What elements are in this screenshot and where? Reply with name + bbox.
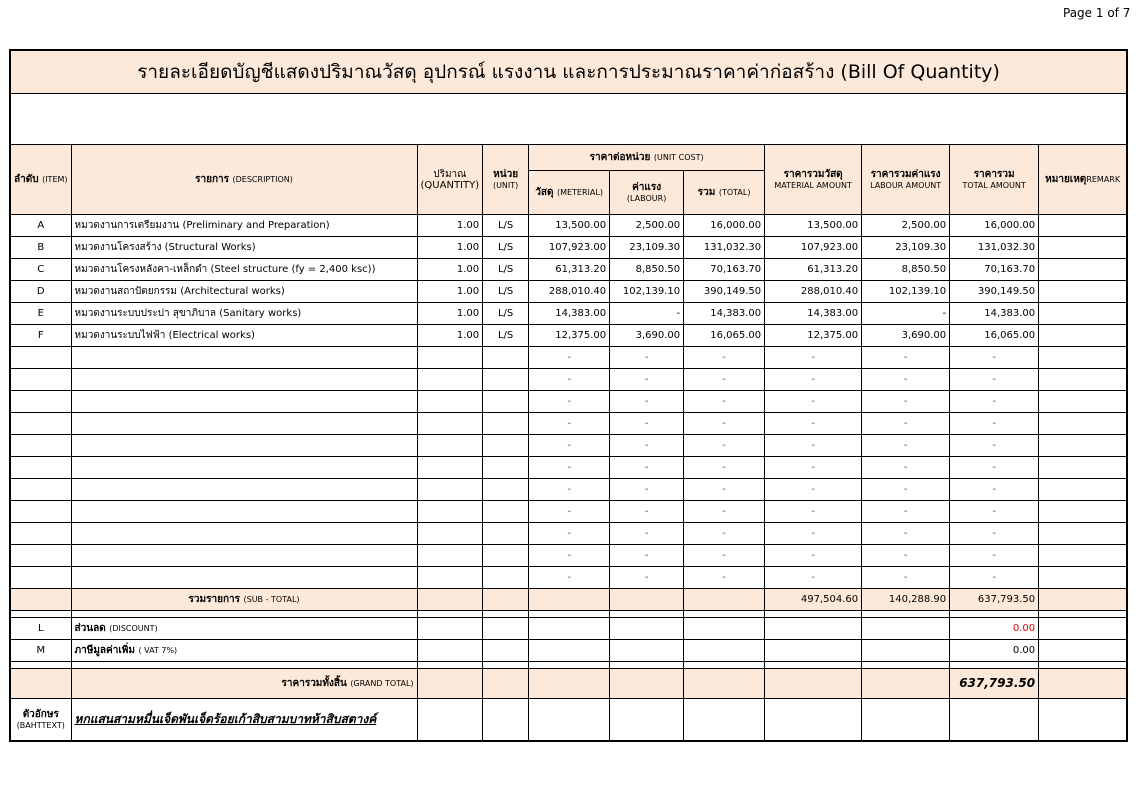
empty-dash: - — [950, 545, 1039, 567]
empty-cell — [11, 457, 72, 479]
empty-cell — [1039, 391, 1127, 413]
empty-dash: - — [950, 413, 1039, 435]
total-amount: 70,163.70 — [950, 259, 1039, 281]
empty-dash: - — [950, 369, 1039, 391]
empty-dash: - — [862, 413, 950, 435]
item-quantity: 1.00 — [417, 325, 483, 347]
discount-row — [11, 618, 1127, 640]
item-code: E — [11, 303, 72, 325]
grand-total-value: 637,793.50 — [950, 669, 1039, 699]
empty-dash: - — [684, 523, 765, 545]
empty-cell — [417, 457, 483, 479]
baht-text-row — [11, 699, 1127, 741]
empty-cell — [11, 391, 72, 413]
empty-dash: - — [765, 347, 862, 369]
empty-dash: - — [950, 435, 1039, 457]
unit-material: 12,375.00 — [529, 325, 610, 347]
empty-cell — [483, 413, 529, 435]
empty-dash: - — [950, 391, 1039, 413]
empty-cell — [483, 479, 529, 501]
discount-label: ส่วนลด (DISCOUNT) — [71, 618, 417, 640]
header-material-amount: ราคารวมวัสดุ MATERIAL AMOUNT — [765, 145, 862, 215]
total-amount: 14,383.00 — [950, 303, 1039, 325]
header-remark: หมายเหตุREMARK — [1039, 145, 1127, 215]
empty-dash: - — [765, 523, 862, 545]
empty-dash: - — [862, 391, 950, 413]
empty-cell — [71, 347, 417, 369]
table-row — [11, 259, 1127, 281]
empty-dash: - — [610, 523, 684, 545]
empty-cell — [1039, 347, 1127, 369]
empty-row — [11, 435, 1127, 457]
item-quantity: 1.00 — [417, 237, 483, 259]
empty-row — [11, 413, 1127, 435]
item-quantity: 1.00 — [417, 303, 483, 325]
empty-cell — [71, 567, 417, 589]
unit-material: 288,010.40 — [529, 281, 610, 303]
empty-cell — [417, 567, 483, 589]
remark-cell — [1039, 237, 1127, 259]
unit-labour: 8,850.50 — [610, 259, 684, 281]
empty-dash: - — [862, 369, 950, 391]
empty-cell — [483, 391, 529, 413]
unit-material: 107,923.00 — [529, 237, 610, 259]
empty-cell — [417, 479, 483, 501]
empty-dash: - — [610, 413, 684, 435]
unit-total: 390,149.50 — [684, 281, 765, 303]
header-labour-amount: ราคารวมค่าแรง LABOUR AMOUNT — [862, 145, 950, 215]
empty-cell — [71, 501, 417, 523]
empty-cell — [11, 545, 72, 567]
unit-total: 70,163.70 — [684, 259, 765, 281]
empty-dash: - — [684, 435, 765, 457]
header-unit: หน่วย (UNIT) — [483, 145, 529, 215]
vat-item: M — [11, 640, 72, 662]
item-description: หมวดงานระบบไฟฟ้า (Electrical works) — [71, 325, 417, 347]
empty-dash: - — [529, 435, 610, 457]
baht-text-label: ตัวอักษร (BAHTTEXT) — [11, 699, 72, 741]
header-quantity: ปริมาณ (QUANTITY) — [417, 145, 483, 215]
empty-cell — [71, 545, 417, 567]
item-description: หมวดงานโครงหลังคา-เหล็กดำ (Steel structure (fy = 2,400 ksc)) — [71, 259, 417, 281]
empty-dash: - — [529, 567, 610, 589]
empty-dash: - — [765, 413, 862, 435]
material-amount: 288,010.40 — [765, 281, 862, 303]
empty-dash: - — [529, 413, 610, 435]
empty-dash: - — [684, 501, 765, 523]
total-amount: 131,032.30 — [950, 237, 1039, 259]
subtotal-row — [11, 589, 1127, 611]
empty-row — [11, 545, 1127, 567]
material-amount: 107,923.00 — [765, 237, 862, 259]
remark-cell — [1039, 215, 1127, 237]
empty-dash: - — [862, 479, 950, 501]
empty-dash: - — [862, 545, 950, 567]
empty-dash: - — [529, 545, 610, 567]
labour-amount: 3,690.00 — [862, 325, 950, 347]
empty-dash: - — [610, 369, 684, 391]
empty-dash: - — [684, 369, 765, 391]
unit-labour: - — [610, 303, 684, 325]
empty-cell — [417, 391, 483, 413]
table-row — [11, 215, 1127, 237]
unit-total: 131,032.30 — [684, 237, 765, 259]
empty-cell — [71, 369, 417, 391]
empty-cell — [483, 457, 529, 479]
empty-cell — [11, 479, 72, 501]
unit-material: 13,500.00 — [529, 215, 610, 237]
unit-labour: 2,500.00 — [610, 215, 684, 237]
item-quantity: 1.00 — [417, 281, 483, 303]
blank-row — [11, 94, 1127, 145]
subtotal-total: 637,793.50 — [950, 589, 1039, 611]
item-code: F — [11, 325, 72, 347]
item-code: A — [11, 215, 72, 237]
vat-label: ภาษีมูลค่าเพิ่ม ( VAT 7%) — [71, 640, 417, 662]
empty-cell — [417, 435, 483, 457]
item-description: หมวดงานระบบประปา สุขาภิบาล (Sanitary works) — [71, 303, 417, 325]
unit-total: 14,383.00 — [684, 303, 765, 325]
empty-row — [11, 369, 1127, 391]
empty-dash: - — [684, 391, 765, 413]
labour-amount: 23,109.30 — [862, 237, 950, 259]
empty-dash: - — [950, 523, 1039, 545]
empty-dash: - — [950, 479, 1039, 501]
empty-dash: - — [610, 435, 684, 457]
empty-row — [11, 523, 1127, 545]
empty-dash: - — [950, 501, 1039, 523]
unit-total: 16,065.00 — [684, 325, 765, 347]
item-description: หมวดงานสถาปัตยกรรม (Architectural works) — [71, 281, 417, 303]
table-row — [11, 303, 1127, 325]
empty-dash: - — [529, 369, 610, 391]
page-title: รายละเอียดบัญชีแสดงปริมาณวัสดุ อุปกรณ์ แรงงาน และการประมาณราคาค่าก่อสร้าง (Bill Of Quantity) — [11, 51, 1127, 94]
empty-dash: - — [862, 567, 950, 589]
empty-dash: - — [765, 369, 862, 391]
item-code: C — [11, 259, 72, 281]
empty-cell — [483, 347, 529, 369]
unit-material: 14,383.00 — [529, 303, 610, 325]
table-row — [11, 325, 1127, 347]
header-material: วัสดุ (METERIAL) — [529, 171, 610, 215]
empty-cell — [11, 347, 72, 369]
subtotal-material: 497,504.60 — [765, 589, 862, 611]
empty-cell — [483, 545, 529, 567]
material-amount: 61,313.20 — [765, 259, 862, 281]
discount-value: 0.00 — [950, 618, 1039, 640]
empty-dash: - — [529, 391, 610, 413]
empty-dash: - — [610, 567, 684, 589]
item-unit: L/S — [483, 237, 529, 259]
empty-cell — [1039, 369, 1127, 391]
empty-row — [11, 391, 1127, 413]
item-code: B — [11, 237, 72, 259]
total-amount: 16,000.00 — [950, 215, 1039, 237]
empty-cell — [1039, 501, 1127, 523]
empty-dash: - — [862, 523, 950, 545]
vat-row — [11, 640, 1127, 662]
unit-labour: 3,690.00 — [610, 325, 684, 347]
grand-total-row — [11, 669, 1127, 699]
page-indicator: Page 1 of 7 — [1063, 6, 1131, 20]
remark-cell — [1039, 259, 1127, 281]
empty-row — [11, 457, 1127, 479]
empty-cell — [483, 501, 529, 523]
header-item: ลำดับ (ITEM) — [11, 145, 72, 215]
header-total: รวม (TOTAL) — [684, 171, 765, 215]
empty-dash: - — [610, 501, 684, 523]
empty-cell — [71, 435, 417, 457]
empty-dash: - — [529, 479, 610, 501]
empty-dash: - — [684, 457, 765, 479]
empty-cell — [1039, 435, 1127, 457]
total-amount: 390,149.50 — [950, 281, 1039, 303]
boq-sheet — [9, 49, 1128, 742]
empty-cell — [1039, 567, 1127, 589]
remark-cell — [1039, 325, 1127, 347]
total-amount: 16,065.00 — [950, 325, 1039, 347]
empty-cell — [417, 523, 483, 545]
empty-dash: - — [684, 413, 765, 435]
empty-dash: - — [684, 347, 765, 369]
empty-cell — [483, 567, 529, 589]
empty-row — [11, 567, 1127, 589]
item-unit: L/S — [483, 281, 529, 303]
empty-cell — [1039, 413, 1127, 435]
empty-cell — [417, 369, 483, 391]
empty-cell — [417, 347, 483, 369]
table-row — [11, 237, 1127, 259]
baht-text-value: หกแสนสามหมื่นเจ็ดพันเจ็ดร้อยเก้าสิบสามบาทห้าสิบสตางค์ — [71, 699, 417, 741]
empty-cell — [417, 545, 483, 567]
empty-dash: - — [529, 457, 610, 479]
empty-dash: - — [862, 457, 950, 479]
item-code: D — [11, 281, 72, 303]
header-total-amount: ราคารวม TOTAL AMOUNT — [950, 145, 1039, 215]
empty-cell — [483, 435, 529, 457]
empty-rows — [11, 347, 1127, 589]
item-description: หมวดงานโครงสร้าง (Structural Works) — [71, 237, 417, 259]
empty-dash: - — [765, 545, 862, 567]
empty-cell — [11, 567, 72, 589]
empty-cell — [483, 369, 529, 391]
table-row — [11, 281, 1127, 303]
empty-cell — [11, 523, 72, 545]
item-unit: L/S — [483, 325, 529, 347]
empty-cell — [71, 523, 417, 545]
empty-cell — [417, 501, 483, 523]
empty-cell — [1039, 545, 1127, 567]
empty-dash: - — [765, 501, 862, 523]
empty-dash: - — [529, 523, 610, 545]
item-unit: L/S — [483, 259, 529, 281]
empty-dash: - — [684, 567, 765, 589]
labour-amount: 102,139.10 — [862, 281, 950, 303]
empty-dash: - — [765, 479, 862, 501]
empty-cell — [11, 435, 72, 457]
empty-dash: - — [610, 545, 684, 567]
material-amount: 13,500.00 — [765, 215, 862, 237]
empty-row — [11, 501, 1127, 523]
item-unit: L/S — [483, 215, 529, 237]
unit-labour: 102,139.10 — [610, 281, 684, 303]
empty-dash: - — [610, 457, 684, 479]
header-unit-cost: ราคาต่อหน่วย (UNIT COST) — [529, 145, 765, 171]
boq-table — [10, 50, 1127, 741]
empty-cell — [71, 413, 417, 435]
empty-row — [11, 347, 1127, 369]
subtotal-label: รวมรายการ (SUB - TOTAL) — [71, 589, 417, 611]
vat-value: 0.00 — [950, 640, 1039, 662]
labour-amount: 2,500.00 — [862, 215, 950, 237]
material-amount: 12,375.00 — [765, 325, 862, 347]
item-unit: L/S — [483, 303, 529, 325]
empty-cell — [11, 501, 72, 523]
subtotal-labour: 140,288.90 — [862, 589, 950, 611]
empty-cell — [11, 369, 72, 391]
empty-dash: - — [529, 347, 610, 369]
empty-cell — [1039, 457, 1127, 479]
empty-cell — [71, 479, 417, 501]
empty-cell — [417, 413, 483, 435]
grand-total-label: ราคารวมทั้งสิ้น (GRAND TOTAL) — [71, 669, 417, 699]
empty-dash: - — [950, 457, 1039, 479]
empty-cell — [11, 413, 72, 435]
empty-cell — [483, 523, 529, 545]
empty-dash: - — [610, 479, 684, 501]
item-rows — [11, 215, 1127, 347]
empty-cell — [71, 391, 417, 413]
empty-dash: - — [684, 479, 765, 501]
item-description: หมวดงานการเตรียมงาน (Preliminary and Preparation) — [71, 215, 417, 237]
empty-dash: - — [950, 347, 1039, 369]
header-labour: ค่าแรง (LABOUR) — [610, 171, 684, 215]
empty-dash: - — [529, 501, 610, 523]
remark-cell — [1039, 281, 1127, 303]
unit-total: 16,000.00 — [684, 215, 765, 237]
empty-dash: - — [610, 391, 684, 413]
empty-dash: - — [862, 435, 950, 457]
empty-cell — [1039, 479, 1127, 501]
discount-item: L — [11, 618, 72, 640]
labour-amount: 8,850.50 — [862, 259, 950, 281]
empty-dash: - — [684, 545, 765, 567]
empty-dash: - — [765, 435, 862, 457]
header-description: รายการ (DESCRIPTION) — [71, 145, 417, 215]
material-amount: 14,383.00 — [765, 303, 862, 325]
labour-amount: - — [862, 303, 950, 325]
empty-dash: - — [862, 501, 950, 523]
empty-dash: - — [765, 457, 862, 479]
empty-dash: - — [765, 567, 862, 589]
empty-dash: - — [950, 567, 1039, 589]
empty-cell — [71, 457, 417, 479]
item-quantity: 1.00 — [417, 215, 483, 237]
unit-labour: 23,109.30 — [610, 237, 684, 259]
empty-dash: - — [765, 391, 862, 413]
empty-dash: - — [862, 347, 950, 369]
item-quantity: 1.00 — [417, 259, 483, 281]
remark-cell — [1039, 303, 1127, 325]
empty-dash: - — [610, 347, 684, 369]
unit-material: 61,313.20 — [529, 259, 610, 281]
empty-row — [11, 479, 1127, 501]
empty-cell — [1039, 523, 1127, 545]
